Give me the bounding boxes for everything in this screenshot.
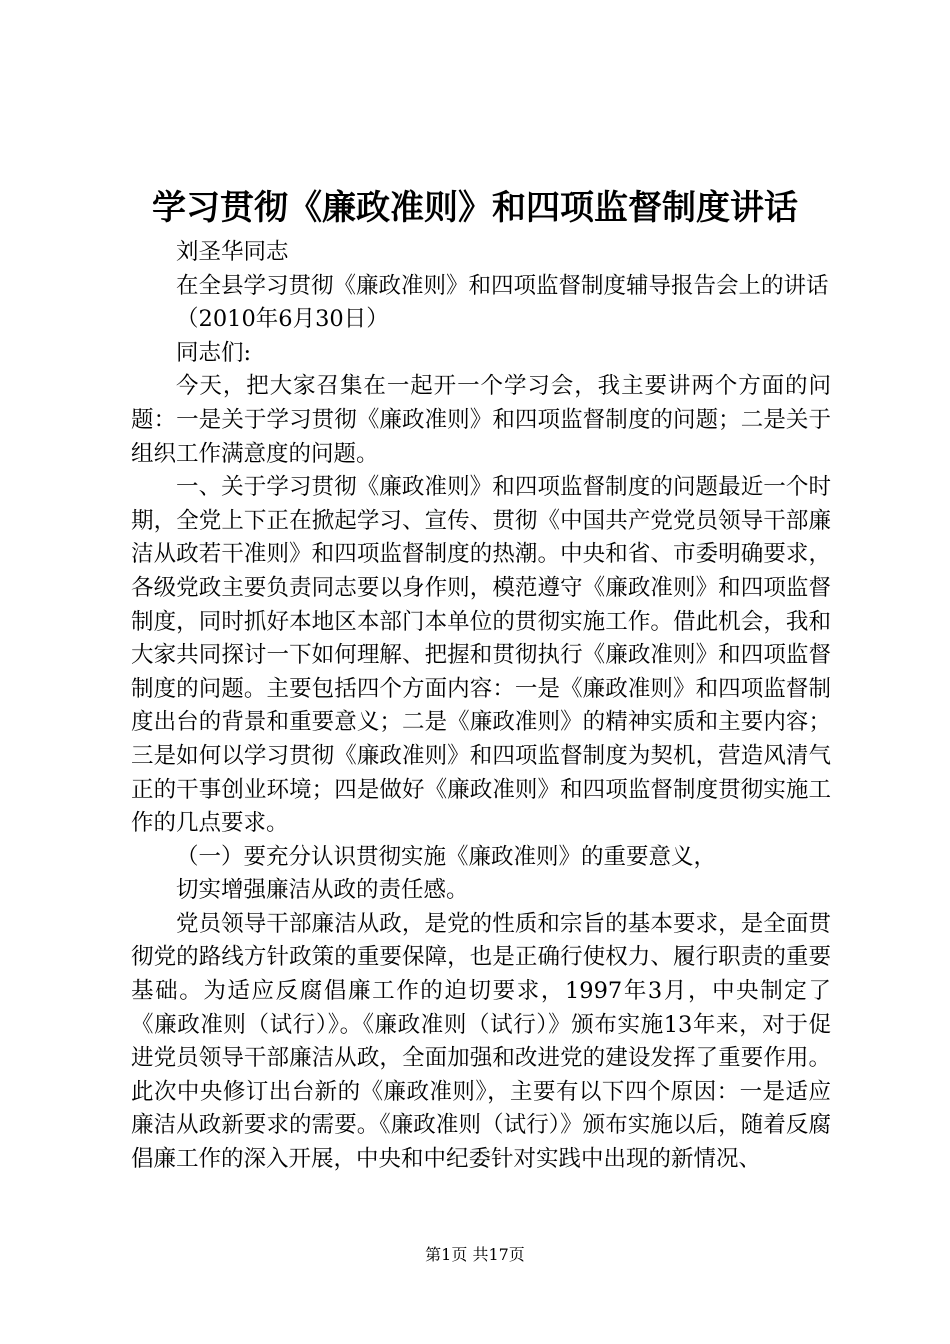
subsection-heading: （一）要充分认识贯彻实施《廉政准则》的重要意义， [176,843,717,870]
paragraph-intro: 今天，把大家召集在一起开一个学习会，我主要讲两个方面的问题：一是关于学习贯彻《廉政准则》和四项监督制度的问题；二是关于组织工作满意度的问题。 [131,373,831,467]
speech-occasion: 在全县学习贯彻《廉政准则》和四项监督制度辅导报告会上的讲话 [176,272,829,299]
speech-date: （2010年6月30日） [176,306,389,333]
speaker-line: 刘圣华同志 [176,239,289,265]
document-title: 学习贯彻《廉政准则》和四项监督制度讲话 [152,188,798,228]
subsection-heading-continued: 切实增强廉洁从政的责任感。 [176,877,469,904]
paragraph-body: 党员领导干部廉洁从政，是党的性质和宗旨的基本要求，是全面贯彻党的路线方针政策的重要保障，也是正确行使权力、履行职责的重要基础。为适应反腐倡廉工作的迫切要求，1997年3月，中央制定了《廉政准则（试行）》。《廉政准则（试行）》颁布实施13年来，对于促进党员领导干部廉洁从政，全面加强和改进党的建设发挥了重要作用。此次中央修订出台新的《廉政准则》，主要有以下四个原因：一是适应廉洁从政新要求的需要。《廉政准则（试行）》颁布实施以后，随着反腐倡廉工作的深入开展，中央和中纪委针对实践中出现的新情况、 [131,910,831,1173]
salutation: 同志们: [176,339,252,366]
document-body [131,236,831,1177]
paragraph-section-one: 一、关于学习贯彻《廉政准则》和四项监督制度的问题最近一个时期，全党上下正在掀起学习、宣传、贯彻《中国共产党党员领导干部廉洁从政若干准则》和四项监督制度的热潮。中央和省、市委明确要求，各级党政主要负责同志要以身作则，模范遵守《廉政准则》和四项监督制度，同时抓好本地区本部门本单位的贯彻实施工作。借此机会，我和大家共同探讨一下如何理解、把握和贯彻执行《廉政准则》和四项监督制度的问题。主要包括四个方面内容：一是《廉政准则》和四项监督制度出台的背景和重要意义；二是《廉政准则》的精神实质和主要内容；三是如何以学习贯彻《廉政准则》和四项监督制度为契机，营造风清气正的干事创业环境；四是做好《廉政准则》和四项监督制度贯彻实施工作的几点要求。 [131,474,831,837]
page-number-footer: 第1页 共17页 [425,1245,525,1264]
